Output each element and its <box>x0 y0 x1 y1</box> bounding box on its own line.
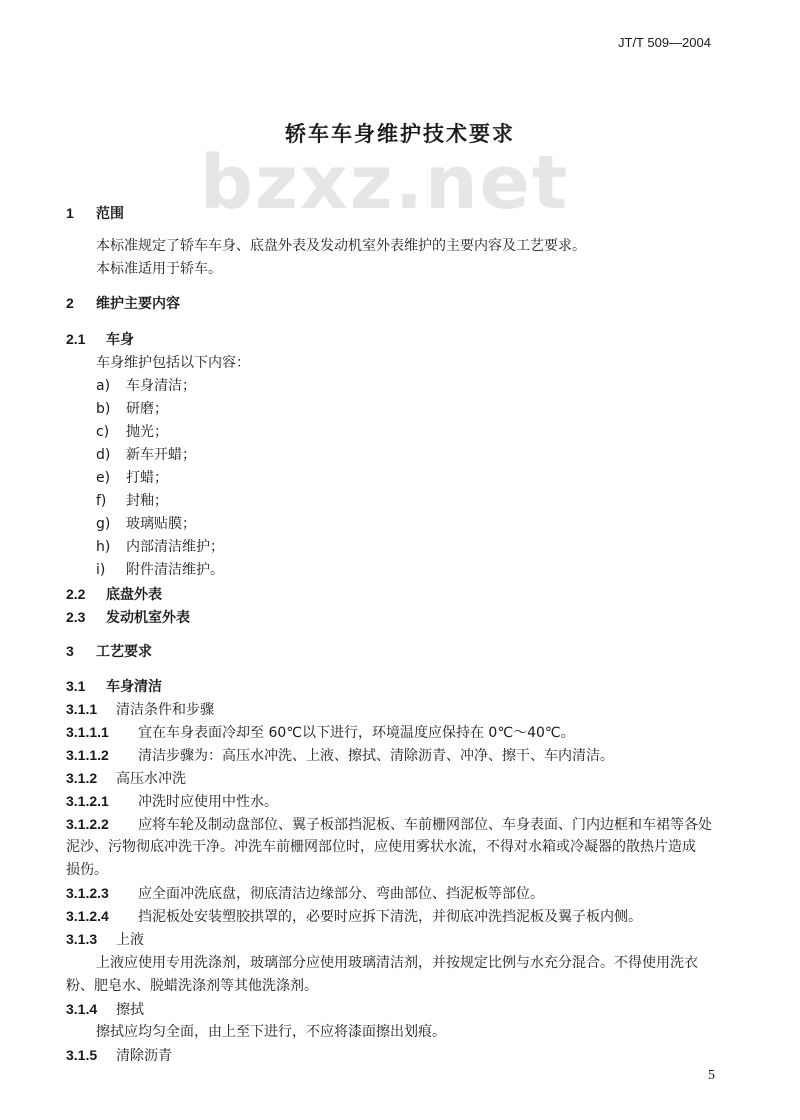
paragraph: 擦拭应均匀全面，由上至下进行，不应将漆面擦出划痕。 <box>96 1024 446 1040</box>
list-item <box>96 445 196 465</box>
section-3-1-4-heading <box>66 999 144 1020</box>
list-text: 附件清洁维护。 <box>126 562 224 578</box>
section-number: 2.1 <box>66 331 86 347</box>
list-item <box>96 376 196 396</box>
section-number: 3.1.3 <box>66 931 98 947</box>
section-title: 上液 <box>116 932 144 948</box>
section-title: 清洁条件和步骤 <box>116 702 214 718</box>
clause-number: 3.1.2.1 <box>66 793 109 809</box>
section-number: 3.1.2 <box>66 770 98 786</box>
paragraph: 上液应使用专用洗涤剂，玻璃部分应使用玻璃清洁剂，并按规定比例与水充分混合。不得使用洗衣 <box>96 955 698 971</box>
document-title: 轿车车身维护技术要求 <box>285 122 515 146</box>
list-text: 车身清洁； <box>126 378 196 394</box>
clause-number: 3.1.1.2 <box>66 747 109 763</box>
section-title: 发动机室外表 <box>106 610 190 626</box>
page-number: 5 <box>708 1068 715 1083</box>
list-marker: h) <box>96 539 111 555</box>
list-marker: b) <box>96 401 111 417</box>
section-title: 范围 <box>96 206 124 222</box>
clause-number: 3.1.2.3 <box>66 885 109 901</box>
section-title: 底盘外表 <box>106 587 162 603</box>
list-text: 新车开蜡； <box>126 447 196 463</box>
section-title: 维护主要内容 <box>96 296 180 312</box>
section-2-1-heading <box>66 329 134 350</box>
clause-3-1-2-2 <box>66 814 712 835</box>
clause-3-1-1-2 <box>66 745 614 766</box>
clause-text: 宜在车身表面冷却至 60℃以下进行，环境温度应保持在 0℃～40℃。 <box>138 725 575 741</box>
section-1-heading <box>66 203 124 224</box>
section-title: 擦拭 <box>116 1002 144 1018</box>
list-text: 抛光； <box>126 424 168 440</box>
section-number: 3.1.4 <box>66 1001 98 1017</box>
section-3-1-1-heading <box>66 699 214 720</box>
section-number: 3.1.1 <box>66 701 98 717</box>
clause-3-1-1-1 <box>66 722 575 743</box>
section-number: 2.3 <box>66 609 86 625</box>
section-3-heading <box>66 641 152 662</box>
list-item <box>96 468 168 488</box>
clause-text: 冲洗时应使用中性水。 <box>138 794 278 810</box>
section-number: 2 <box>66 295 74 311</box>
clause-3-1-2-4 <box>66 906 642 927</box>
clause-number: 3.1.1.1 <box>66 724 109 740</box>
section-number: 3 <box>66 643 74 659</box>
list-text: 玻璃贴膜； <box>126 516 196 532</box>
clause-text: 清洁步骤为：高压水冲洗、上液、擦拭、清除沥青、冲净、擦干、车内清洁。 <box>138 748 614 764</box>
clause-text: 应将车轮及制动盘部位、翼子板部挡泥板、车前栅网部位、车身表面、门内边框和车裙等各处 <box>138 817 712 833</box>
clause-number: 3.1.2.4 <box>66 908 109 924</box>
list-marker: c) <box>96 424 110 440</box>
list-marker: i) <box>96 562 106 578</box>
list-text: 内部清洁维护； <box>126 539 224 555</box>
section-title: 车身 <box>106 332 134 348</box>
list-marker: d) <box>96 447 111 463</box>
list-item <box>96 491 168 511</box>
section-2-heading <box>66 293 180 314</box>
section-title: 高压水冲洗 <box>116 771 186 787</box>
list-marker: e) <box>96 470 111 486</box>
clause-text: 挡泥板处安装塑胶拱罩的，必要时应拆下清洗，并彻底冲洗挡泥板及翼子板内侧。 <box>138 909 642 925</box>
section-number: 1 <box>66 205 74 221</box>
section-title: 工艺要求 <box>96 644 152 660</box>
section-2-3-heading <box>66 607 190 628</box>
list-text: 研磨； <box>126 401 168 417</box>
paragraph: 本标准适用于轿车。 <box>96 261 222 277</box>
watermark: bzxz.net <box>200 140 570 226</box>
clause-continuation: 泥沙、污物彻底冲洗干净。冲洗车前栅网部位时，应使用雾状水流，不得对水箱或冷凝器的散热片造成 <box>66 839 696 855</box>
section-title: 车身清洁 <box>106 679 162 695</box>
list-item <box>96 422 168 442</box>
list-item <box>96 537 224 557</box>
paragraph: 本标准规定了轿车车身、底盘外表及发动机室外表维护的主要内容及工艺要求。 <box>96 238 586 254</box>
list-text: 打蜡； <box>126 470 168 486</box>
list-marker: g) <box>96 516 111 532</box>
paragraph-continuation: 粉、肥皂水、脱蜡洗涤剂等其他洗涤剂。 <box>66 978 318 994</box>
section-3-1-3-heading <box>66 929 144 950</box>
list-item <box>96 514 196 534</box>
section-number: 2.2 <box>66 586 86 602</box>
clause-3-1-2-1 <box>66 791 278 812</box>
section-3-1-2-heading <box>66 768 186 789</box>
section-2-2-heading <box>66 584 162 605</box>
section-number: 3.1.5 <box>66 1047 98 1063</box>
list-text: 封釉； <box>126 493 168 509</box>
list-marker: a) <box>96 378 111 394</box>
document-number: JT/T 509—2004 <box>618 35 711 50</box>
section-title: 清除沥青 <box>116 1048 172 1064</box>
paragraph: 车身维护包括以下内容： <box>96 355 250 371</box>
list-item <box>96 399 168 419</box>
clause-number: 3.1.2.2 <box>66 816 109 832</box>
list-item <box>96 560 224 580</box>
clause-3-1-2-3 <box>66 883 544 904</box>
section-3-1-5-heading <box>66 1045 172 1066</box>
section-3-1-heading <box>66 676 162 697</box>
list-marker: f) <box>96 493 107 509</box>
clause-continuation: 损伤。 <box>66 862 108 878</box>
section-number: 3.1 <box>66 678 86 694</box>
clause-text: 应全面冲洗底盘，彻底清洁边缘部分、弯曲部位、挡泥板等部位。 <box>138 886 544 902</box>
